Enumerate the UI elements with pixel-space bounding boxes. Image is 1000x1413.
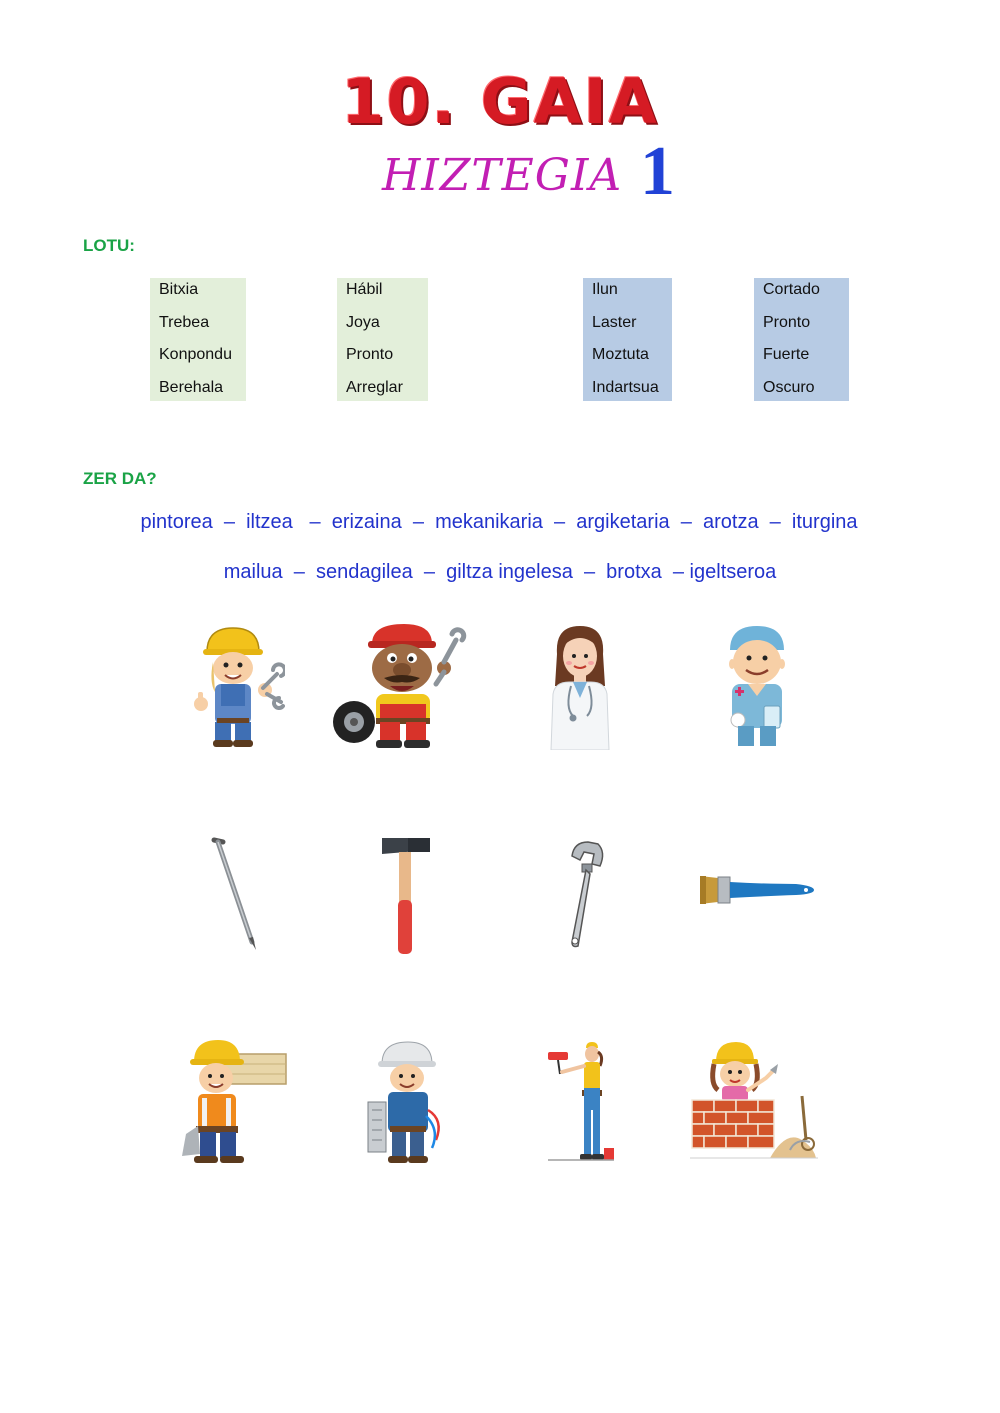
match-word[interactable]: Laster (592, 313, 637, 331)
match-word[interactable]: Berehala (159, 378, 224, 396)
match-word[interactable]: Arreglar (346, 378, 403, 396)
carpenter-with-plank-icon[interactable] (180, 1038, 288, 1164)
bricklayer-icon[interactable] (690, 1040, 818, 1162)
subtitle-number: 1 (640, 133, 675, 210)
match-word[interactable]: Joya (346, 313, 380, 331)
plumber-with-wrench-icon[interactable] (185, 622, 285, 750)
match-word[interactable]: Hábil (346, 281, 383, 298)
hammer-icon[interactable] (378, 836, 434, 956)
match-word[interactable]: Pronto (346, 346, 394, 363)
match-word[interactable]: Trebea (159, 313, 210, 331)
match-word[interactable]: Bitxia (159, 281, 199, 298)
word-bank-line-2: mailua – sendagilea – giltza ingelesa – brotxa – igeltseroa (223, 561, 777, 583)
match-column-2 (337, 278, 428, 401)
doctor-woman-icon[interactable] (547, 624, 613, 750)
match-word[interactable]: Oscuro (763, 378, 815, 396)
mechanic-with-tire-icon[interactable] (332, 622, 472, 752)
match-column-3 (583, 278, 672, 401)
page-subtitle: HIZTEGIA (382, 150, 623, 201)
match-word[interactable]: Fuerte (763, 346, 810, 363)
match-word[interactable]: Pronto (763, 313, 811, 331)
electrician-icon[interactable] (366, 1040, 446, 1164)
word-bank-line-1: pintorea – iltzea – erizaina – mekanikaria – argiketaria – arotza – iturgina (140, 511, 858, 533)
painter-with-roller-icon[interactable] (546, 1040, 616, 1164)
match-word[interactable]: Cortado (763, 281, 820, 298)
paintbrush-icon[interactable] (696, 868, 816, 910)
match-word[interactable]: Ilun (592, 281, 618, 298)
match-word[interactable]: Konpondu (159, 346, 232, 363)
nurse-icon[interactable] (716, 622, 798, 750)
page-title: 10. GAIA (341, 65, 659, 138)
match-column-1 (150, 278, 246, 401)
adjustable-wrench-icon[interactable] (560, 838, 612, 950)
match-word[interactable]: Moztuta (592, 346, 649, 363)
match-column-4 (754, 278, 849, 401)
nail-icon[interactable] (206, 834, 262, 952)
zer-da-section-label: ZER DA? (83, 469, 157, 488)
match-word[interactable]: Indartsua (592, 378, 659, 396)
lotu-section-label: LOTU: (83, 236, 135, 255)
